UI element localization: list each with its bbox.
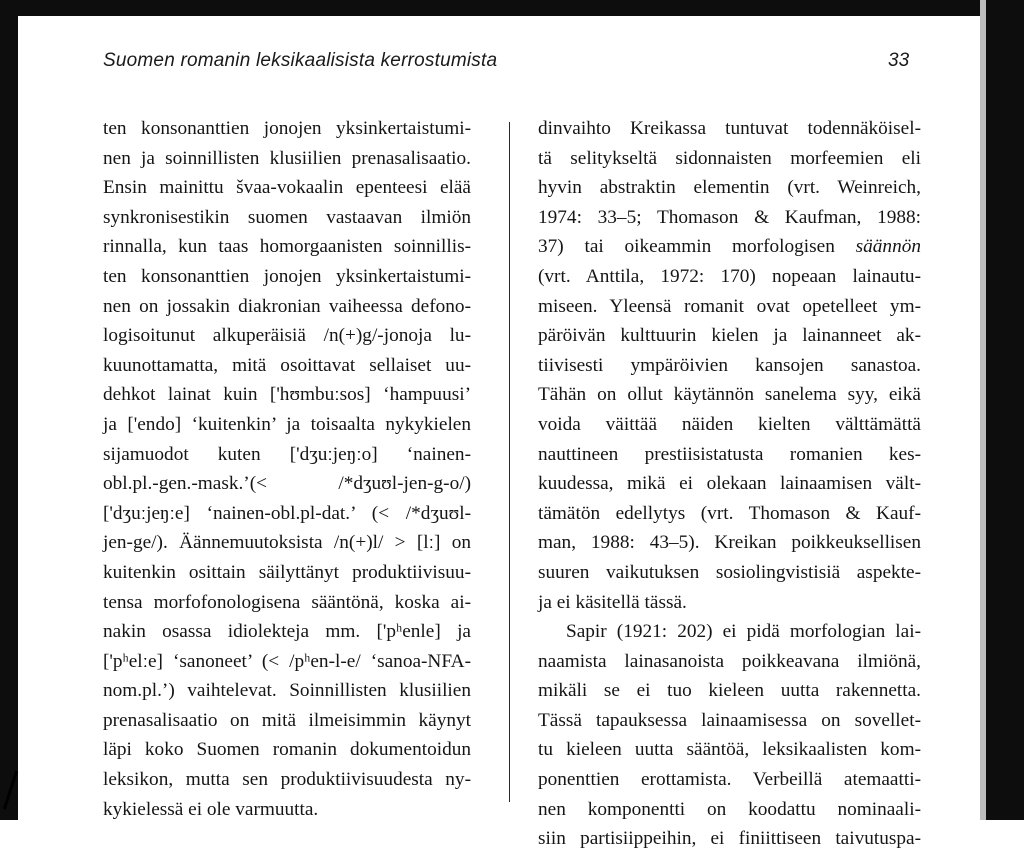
text-segment: Tähän on ollut käytännön sanelema syy, eikä (538, 384, 921, 406)
text-line (538, 114, 921, 144)
text-line: ten konsonanttien jonojen yksinkertaistumi- (103, 118, 471, 139)
text-line: obl.pl.-gen.-mask.’(< /*dʒuʊl-jen-g-o/) (103, 473, 471, 495)
column-divider (509, 122, 510, 802)
text-line: logisoitunut alkuperäisiä /n(+)g/-jonoja lu- (103, 325, 471, 347)
text-line: naamista lainasanoista poikkeavana ilmiönä, (538, 650, 921, 672)
text-line: ja ['endo] ‘kuitenkin’ ja toisaalta nykykielen (103, 413, 471, 435)
scan-border-left (0, 0, 18, 820)
text-line: Ensin mainittu švaa-vokaalin epenteesi elää (103, 177, 471, 199)
text-line: Sapir (1921: 202) ei pidä morfologian lai- (566, 621, 921, 643)
text-line (538, 262, 921, 292)
text-line: tensa morfofonologisena sääntönä, koska ai- (103, 591, 471, 613)
text-segment: 1974: 33–5; Thomason & Kaufman, 1988: (538, 206, 921, 228)
text-segment: miseen. Yleensä romanit ovat opetelleet ym- (538, 295, 921, 317)
text-line (538, 499, 921, 529)
text-line: ponenttien erottamista. Verbeillä atemaatti- (538, 769, 921, 791)
text-segment: suuren vaikutuksen sosiolingvistisiä aspekte- (538, 561, 921, 583)
text-line: dehkot lainat kuin ['hʊmbuːsos] ‘hampuusi’ (103, 384, 471, 406)
text-line: ten konsonanttien jonojen yksinkertaistumi- (103, 265, 471, 287)
text-line: nen ja soinnillisten klusiilien prenasalisaatio. (103, 147, 471, 169)
text-line: siin partisiippeihin, ei finiittiseen taivutuspa- (538, 828, 921, 850)
text-line: mikäli se ei tuo kieleen uutta rakennetta. (538, 680, 921, 702)
text-segment: nauttineen prestiisistatusta romanien kes- (538, 443, 921, 465)
text-line: synkronisestikin suomen vastaavan ilmiön (103, 206, 471, 228)
text-line: leksikon, mutta sen produktiivisuudesta ny- (103, 769, 471, 791)
text-segment: hyvin abstraktin elementin (vrt. Weinreich, (538, 177, 921, 199)
text-segment: tä selitykseltä sidonnaisten morfeemien eli (538, 147, 921, 169)
text-segment: kuudessa, mikä ei olekaan lainaamisen vält- (538, 473, 921, 495)
text-segment: voida väittää näiden kielten välttämättä (538, 413, 921, 435)
text-line: tu kieleen uutta sääntöä, leksikaalisten kom- (538, 739, 921, 761)
page-number: 33 (888, 50, 910, 71)
text-line (538, 203, 921, 233)
text-line (538, 321, 921, 351)
text-line (538, 469, 921, 499)
text-segment: ja ei käsitellä tässä. (538, 591, 687, 613)
text-segment: dinvaihto Kreikassa tuntuvat todennäköisel- (538, 118, 921, 139)
text-line: sijamuodot kuten ['dʒuːjeŋːo] ‘nainen- (103, 443, 471, 465)
text-line: nakin osassa idiolekteja mm. ['pʰenle] ja (103, 621, 471, 643)
right-column (538, 114, 921, 854)
running-head: Suomen romanin leksikaalisista kerrostumista (103, 50, 498, 71)
text-line: läpi koko Suomen romanin dokumentoidun (103, 739, 471, 761)
text-line: ['dʒuːjeŋːe] ‘nainen-obl.pl-dat.’ (< /*dʒuʊl- (103, 502, 471, 524)
text-line: jen-ge/). Äännemuutoksista /n(+)l/ > [lː] on (103, 532, 471, 554)
scan-border-top (0, 0, 1024, 16)
text-segment: tiivisesti ympäröivien kansojen sanastoa. (538, 354, 921, 376)
text-segment: (vrt. Anttila, 1972: 170) nopeaan lainautu- (538, 265, 921, 287)
text-line: kuitenkin osittain säilyttänyt produktiivisuu- (103, 561, 471, 583)
text-segment: man, 1988: 43–5). Kreikan poikkeuksellisen (538, 532, 921, 554)
text-line: prenasalisaatio on mitä ilmeisimmin käynyt (103, 709, 471, 731)
text-line (538, 558, 921, 588)
text-line (538, 351, 921, 381)
text-line (538, 440, 921, 470)
text-line: ['pʰelːe] ‘sanoneet’ (< /pʰen-l-e/ ‘sanoa-NFA- (103, 650, 471, 672)
text-segment: 37) tai oikeammin morfologisen (538, 236, 856, 258)
text-line: nom.pl.’) vaihtelevat. Soinnillisten klusiilien (103, 680, 471, 702)
text-line (538, 588, 921, 618)
text-line (538, 144, 921, 174)
left-column (103, 114, 471, 824)
text-line (538, 410, 921, 440)
text-line: Tässä tapauksessa lainaamisessa on sovellet- (538, 709, 921, 731)
text-line: kykielessä ei ole varmuutta. (103, 798, 319, 820)
text-line (538, 380, 921, 410)
text-line (538, 232, 921, 262)
scan-border-right (986, 0, 1024, 820)
text-line: kuunottamatta, mitä osoittavat sellaiset uu- (103, 354, 471, 376)
text-line (538, 173, 921, 203)
text-line: nen komponentti on koodattu nominaali- (538, 798, 921, 820)
text-line (538, 528, 921, 558)
italic-term: säännön (855, 236, 921, 258)
text-segment: päröivän kulttuurin kielen ja lainanneet ak- (538, 325, 921, 347)
text-line: rinnalla, kun taas homorgaanisten soinnillis- (103, 236, 471, 258)
text-line (538, 292, 921, 322)
text-line: nen on jossakin diakronian vaiheessa defono- (103, 295, 471, 317)
text-segment: tämätön edellytys (vrt. Thomason & Kauf- (538, 502, 921, 524)
